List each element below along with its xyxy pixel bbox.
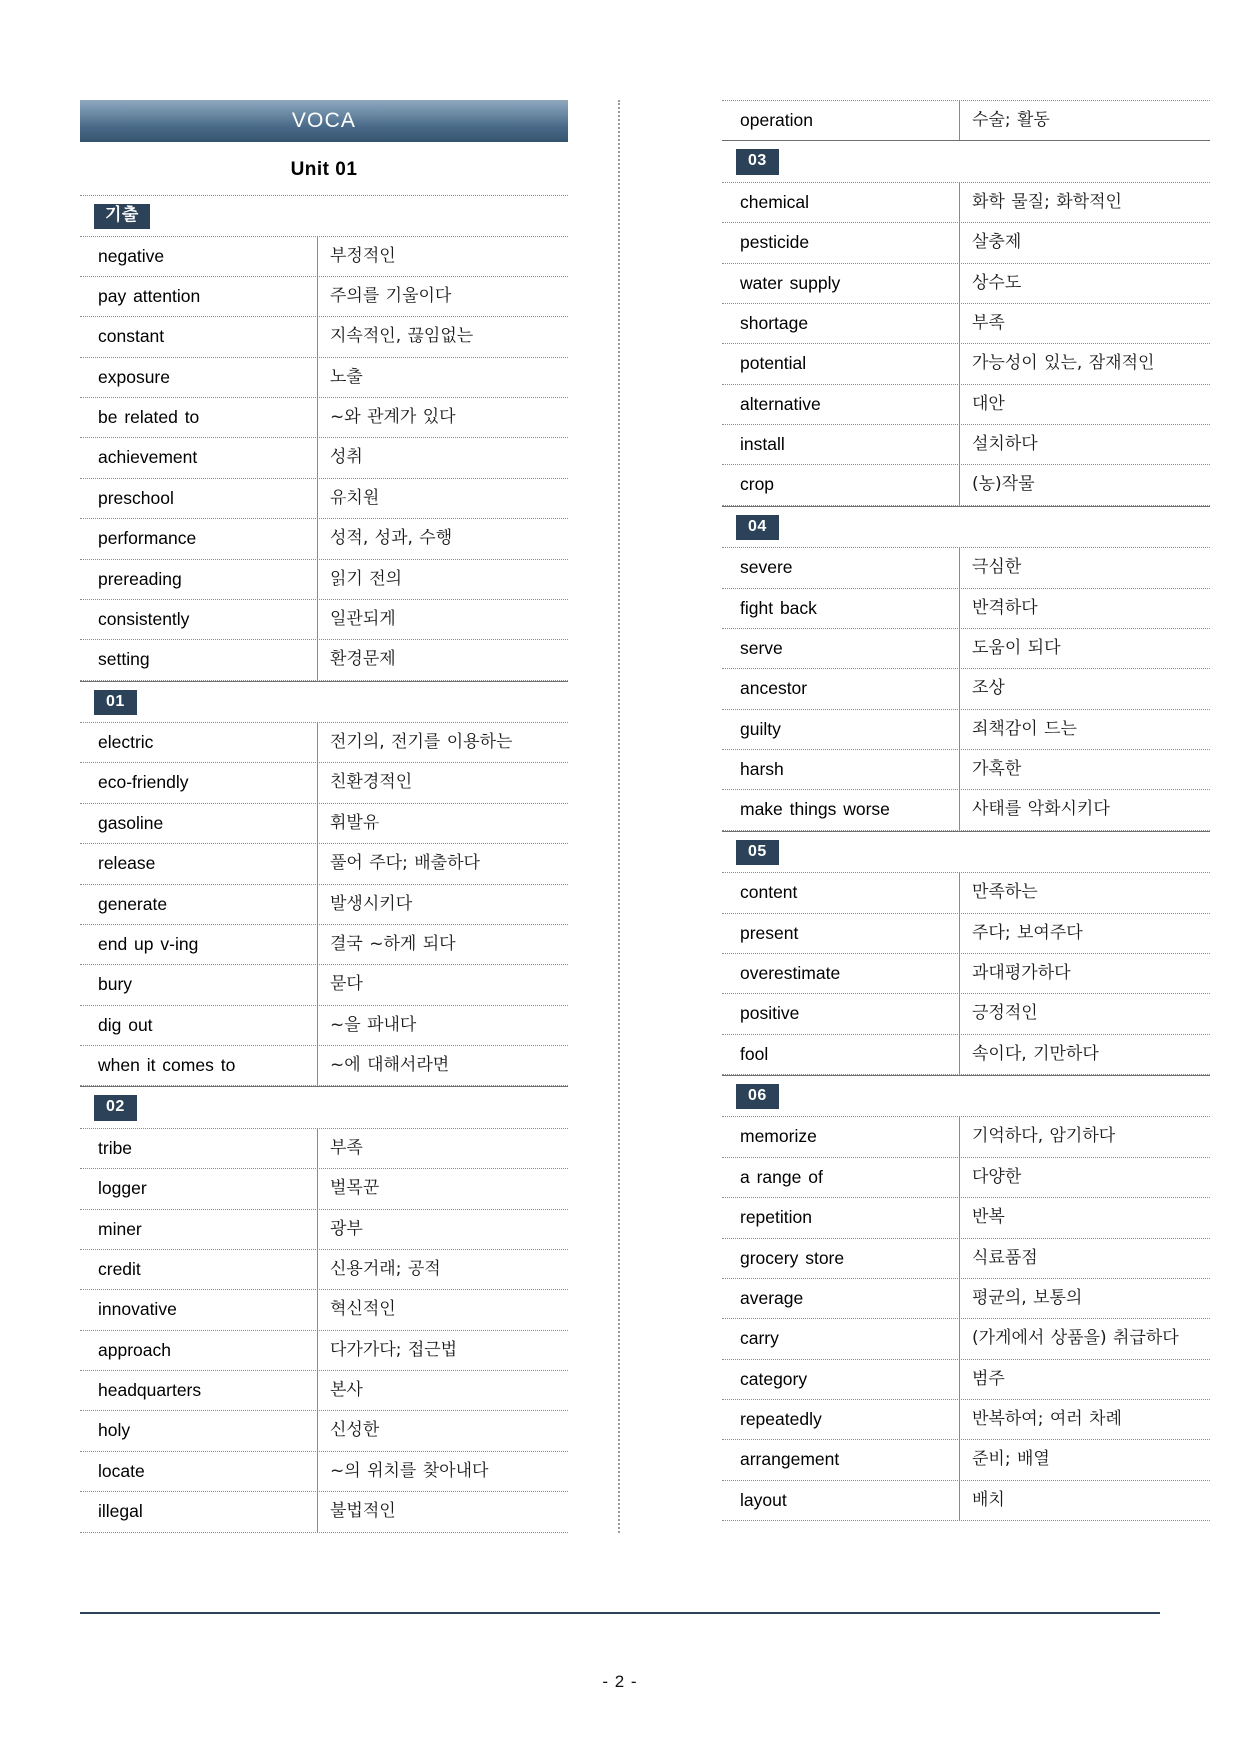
vocab-meaning: 가능성이 있는, 잠재적인 [972,353,1155,374]
vocab-row [722,628,1210,668]
vocab-meaning: 수술; 활동 [972,110,1050,130]
vocab-term: fool [722,1035,960,1074]
vocab-meaning: 만족하는 [972,882,1038,903]
vocab-meaning: 전기의, 전기를 이용하는 [330,732,513,753]
vocab-term: carry [722,1319,960,1358]
vocab-row [722,749,1210,789]
section-badge: 02 [94,1095,137,1120]
vocab-term: guilty [722,710,960,749]
section-header-01 [80,681,568,722]
vocab-row [80,1249,568,1289]
vocab-row [80,1330,568,1370]
vocab-term: serve [722,629,960,668]
vocab-term: release [80,844,318,883]
vocab-meaning: 과대평가하다 [972,962,1071,983]
vocab-row [722,222,1210,262]
vocab-meaning: 화학 물질; 화학적인 [972,191,1122,212]
vocab-row [722,1278,1210,1318]
vocab-meaning: (가게에서 상품을) 취급하다 [972,1328,1179,1349]
vocab-meaning: 신성한 [330,1420,380,1441]
vocab-meaning: 가혹한 [972,759,1022,780]
vocab-term: be related to [80,398,318,437]
vocab-meaning: 긍정적인 [972,1003,1038,1024]
vocab-meaning: 사태를 악화시키다 [972,799,1110,820]
vocab-row [722,464,1210,504]
vocab-meaning: 발생시키다 [330,893,413,914]
left-column [80,100,568,1533]
vocab-term: positive [722,994,960,1033]
section-badge: 03 [736,149,779,174]
vocab-term: bury [80,965,318,1004]
vocab-term: eco-friendly [80,763,318,802]
vocab-term: severe [722,548,960,587]
vocab-term: locate [80,1452,318,1491]
vocab-meaning: 속이다, 기만하다 [972,1043,1099,1064]
vocab-term: average [722,1279,960,1318]
vocab-term: repetition [722,1198,960,1237]
vocab-row [80,357,568,397]
section-badge: 기출 [94,204,150,229]
vocab-meaning: 휘발유 [330,812,380,833]
vocab-term: pesticide [722,223,960,262]
vocab-row [80,639,568,679]
vocab-row [722,1238,1210,1278]
vocab-meaning: 일관되게 [330,608,396,629]
vocab-meaning: (농)작물 [972,474,1035,495]
column-divider [618,100,722,1533]
vocab-row [722,953,1210,993]
vocab-meaning: 친환경적인 [330,772,413,793]
vocab-row [80,437,568,477]
vocab-meaning: 부족 [330,1137,363,1158]
vocab-row [80,722,568,762]
vocab-meaning: 유치원 [330,487,380,508]
vocab-row [722,547,1210,587]
vocab-meaning: 부족 [972,312,1005,333]
vocab-row [80,884,568,924]
vocab-row [722,100,1210,140]
vocab-meaning: 환경문제 [330,649,396,670]
vocab-meaning: 평균의, 보통의 [972,1287,1083,1308]
vocab-meaning: 반격하다 [972,597,1038,618]
vocab-term: category [722,1360,960,1399]
vocab-term: dig out [80,1006,318,1045]
vocab-row [80,397,568,437]
vocab-meaning: 식료품점 [972,1247,1038,1268]
vocab-term: electric [80,723,318,762]
voca-banner: VOCA [80,100,568,142]
vocab-row [722,913,1210,953]
vocab-row [80,762,568,802]
section-header-기출 [80,195,568,236]
vocab-term: credit [80,1250,318,1289]
vocab-term: make things worse [722,790,960,829]
vocab-row [80,1128,568,1168]
right-lead-entries [722,100,1210,140]
vocab-meaning: 노출 [330,366,363,387]
vocab-term: gasoline [80,804,318,843]
section-header-04 [722,506,1210,547]
vocab-meaning: 지속적인, 끊임없는 [330,326,474,347]
vocab-row [80,1410,568,1450]
vocab-term: holy [80,1411,318,1450]
vocab-row [80,1168,568,1208]
vocab-term: when it comes to [80,1046,318,1085]
footer-rule [80,1612,1160,1614]
vocab-row [80,316,568,356]
vocab-row [722,1480,1210,1520]
vocab-row [80,1289,568,1329]
vocab-meaning: 다가가다; 접근법 [330,1339,458,1360]
vocab-meaning: 기억하다, 암기하다 [972,1126,1116,1147]
vocab-meaning: 묻다 [330,974,363,995]
vocab-term: illegal [80,1492,318,1531]
vocab-term: setting [80,640,318,679]
vocab-meaning: 배치 [972,1489,1005,1510]
vocab-meaning: 주의를 기울이다 [330,285,452,306]
vocab-meaning: ~을 파내다 [330,1014,417,1035]
page-number: - 2 - [602,1672,638,1691]
vocab-term: water supply [722,264,960,303]
vocab-term: a range of [722,1158,960,1197]
vocab-meaning: 범주 [972,1368,1005,1389]
vocab-row [80,1209,568,1249]
vocab-term: generate [80,885,318,924]
vocab-meaning: 대안 [972,393,1005,414]
vocab-term: layout [722,1481,960,1520]
section-header-03 [722,140,1210,181]
unit-title: Unit 01 [290,159,358,180]
vocab-term: exposure [80,358,318,397]
vocab-meaning: 조상 [972,678,1005,699]
vocab-term: headquarters [80,1371,318,1410]
section-header-06 [722,1075,1210,1116]
vocab-row [80,276,568,316]
vocab-row [722,668,1210,708]
section-end-rule [722,1520,1210,1521]
vocab-row [722,1157,1210,1197]
two-column-body [80,100,1179,1533]
vocab-row [80,1370,568,1410]
vocab-term: constant [80,317,318,356]
vocab-row [80,599,568,639]
vocab-row [722,263,1210,303]
vocab-term: approach [80,1331,318,1370]
vocab-meaning: 반복 [972,1207,1005,1228]
vocab-row [80,1005,568,1045]
vocab-row [722,1318,1210,1358]
vocab-term: present [722,914,960,953]
vocab-meaning: 준비; 배열 [972,1449,1050,1470]
vocab-row [722,1197,1210,1237]
vocab-row [80,1491,568,1531]
right-sections [722,140,1210,1521]
vocab-term: ancestor [722,669,960,708]
vocab-term: install [722,425,960,464]
vocab-meaning: 풀어 주다; 배출하다 [330,853,480,874]
vocab-term: achievement [80,438,318,477]
vocab-term: performance [80,519,318,558]
section-badge: 05 [736,840,779,865]
vocab-term: grocery store [722,1239,960,1278]
vocab-meaning: 벌목꾼 [330,1178,380,1199]
section-header-05 [722,831,1210,872]
vocab-term: arrangement [722,1440,960,1479]
vocab-row [722,1359,1210,1399]
vocab-term: miner [80,1210,318,1249]
vocab-term: negative [80,237,318,276]
vocab-meaning: 신용거래; 공적 [330,1258,441,1279]
vocab-row [722,588,1210,628]
vocab-meaning: 부정적인 [330,245,396,266]
vocab-term: chemical [722,183,960,222]
vocab-term: overestimate [722,954,960,993]
vocab-row [722,343,1210,383]
vocab-term: innovative [80,1290,318,1329]
vocab-term: tribe [80,1129,318,1168]
vocab-row [722,993,1210,1033]
vocab-row [722,303,1210,343]
vocab-term: preschool [80,479,318,518]
vocab-term: alternative [722,385,960,424]
vocab-row [80,518,568,558]
vocab-meaning: 본사 [330,1380,363,1401]
vocab-meaning: 도움이 되다 [972,637,1061,658]
vocab-row [722,1439,1210,1479]
vocab-meaning: ~에 대해서라면 [330,1055,450,1076]
vocab-meaning: 성취 [330,447,363,468]
vocab-term: operation [722,101,960,140]
vocab-term: logger [80,1169,318,1208]
vocab-term: crop [722,465,960,504]
vocab-term: pay attention [80,277,318,316]
vocab-row [722,1399,1210,1439]
vocab-term: consistently [80,600,318,639]
vocab-term: memorize [722,1117,960,1156]
vocab-row [80,1451,568,1491]
right-column [722,100,1210,1521]
vocab-row [722,789,1210,829]
vocab-row [722,424,1210,464]
vocab-meaning: 반복하여; 여러 차례 [972,1409,1122,1430]
vocab-meaning: 광부 [330,1218,363,1239]
vocab-meaning: 불법적인 [330,1501,396,1522]
vocab-meaning: 혁신적인 [330,1299,396,1320]
vocab-meaning: 설치하다 [972,434,1038,455]
vocab-term: fight back [722,589,960,628]
vocab-row [722,709,1210,749]
vocab-meaning: 상수도 [972,272,1022,293]
vocab-term: repeatedly [722,1400,960,1439]
vocab-meaning: 다양한 [972,1166,1022,1187]
vocab-meaning: 읽기 전의 [330,568,403,589]
vocab-row [722,1034,1210,1074]
section-end-rule [80,1532,568,1533]
left-sections [80,195,568,1533]
vocab-row [80,559,568,599]
section-badge: 04 [736,515,779,540]
vocab-meaning: 죄책감이 드는 [972,718,1077,739]
vocab-term: potential [722,344,960,383]
vocab-meaning: ~와 관계가 있다 [330,407,456,428]
vocab-row [722,384,1210,424]
vocab-term: harsh [722,750,960,789]
vocab-row [80,803,568,843]
vocab-term: shortage [722,304,960,343]
vocab-meaning: 극심한 [972,557,1022,578]
vocab-meaning: 성적, 성과, 수행 [330,528,453,549]
vocab-meaning: ~의 위치를 찾아내다 [330,1460,489,1481]
vocab-row [80,964,568,1004]
vocab-row [80,1045,568,1085]
vocab-meaning: 주다; 보여주다 [972,922,1083,943]
vocab-term: prereading [80,560,318,599]
vocab-row [80,478,568,518]
vocab-row [722,872,1210,912]
vocab-row [80,843,568,883]
vocab-row [80,236,568,276]
section-badge: 06 [736,1084,779,1109]
vocab-term: end up v-ing [80,925,318,964]
vocab-term: content [722,873,960,912]
vocab-meaning: 결국 ~하게 되다 [330,933,456,954]
section-badge: 01 [94,690,137,715]
vocab-row [722,1116,1210,1156]
section-header-02 [80,1086,568,1127]
vocab-meaning: 살충제 [972,232,1022,253]
vocab-row [80,924,568,964]
vocab-row [722,182,1210,222]
